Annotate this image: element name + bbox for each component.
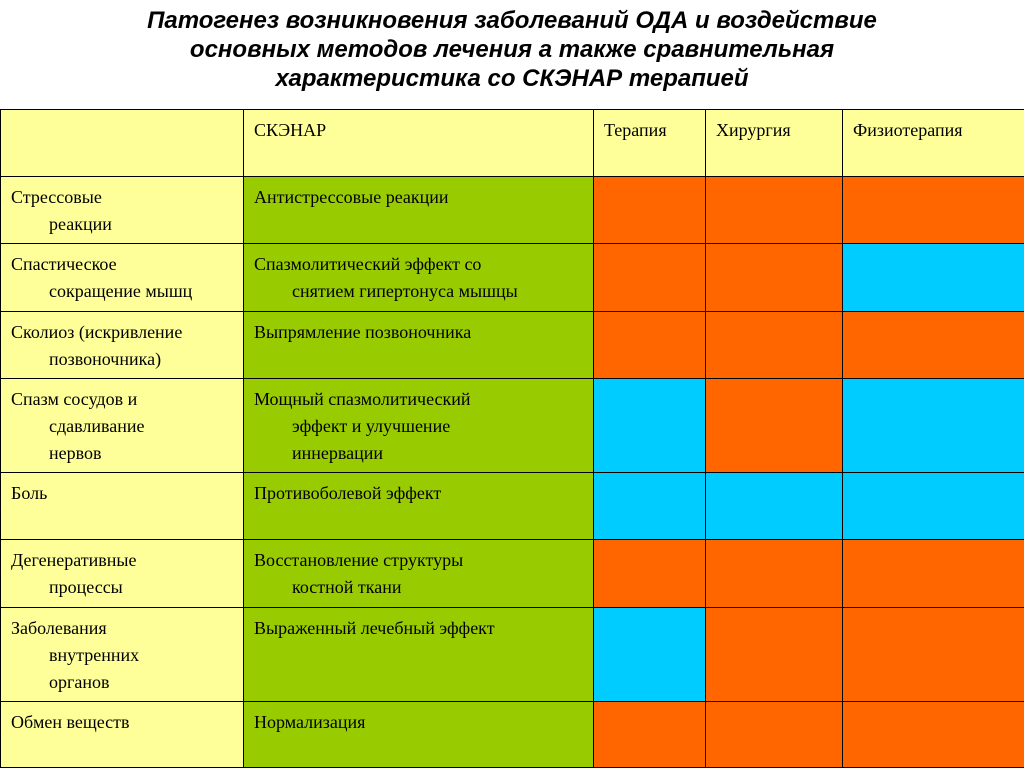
title-line-2: основных методов лечения а также сравнительная: [189, 36, 835, 63]
surgery-status-cell: [706, 540, 843, 607]
skenar-effect-line: Выпрямление позвоночника: [254, 321, 472, 342]
skenar-effect-cell: [244, 473, 594, 540]
skenar-effect-cell: [244, 177, 594, 244]
pathology-cell: [1, 607, 244, 701]
table-row: [1, 177, 1024, 244]
table-row: [1, 244, 1024, 311]
pathology-label-line: Заболевания: [11, 617, 107, 638]
skenar-effect-line: снятием гипертонуса мышцы: [292, 281, 518, 302]
skenar-effect-cell: [244, 311, 594, 378]
skenar-effect-cell: [244, 244, 594, 311]
pathology-cell: [1, 311, 244, 378]
pathology-label-line: Стрессовые: [11, 187, 102, 208]
title-line-3: характеристика со СКЭНАР терапией: [275, 65, 749, 92]
table-row: [1, 540, 1024, 607]
header-therapy: Терапия: [594, 110, 706, 177]
physiotherapy-status-cell: [843, 701, 1024, 767]
surgery-status-cell: [706, 177, 843, 244]
skenar-effect-line: костной ткани: [292, 577, 402, 598]
pathology-label-line: органов: [49, 671, 110, 692]
pathology-label-line: процессы: [49, 577, 123, 598]
skenar-effect-line: Антистрессовые реакции: [254, 187, 449, 208]
pathology-label-line: внутренних: [49, 644, 140, 665]
surgery-status-cell: [706, 473, 843, 540]
pathology-label-line: Спазм сосудов и: [11, 388, 138, 409]
surgery-status-cell: [706, 311, 843, 378]
skenar-effect-cell: [244, 701, 594, 767]
surgery-status-cell: [706, 701, 843, 767]
surgery-status-cell: [706, 244, 843, 311]
skenar-effect-line: Выраженный лечебный эффект: [254, 617, 495, 638]
therapy-status-cell: [594, 701, 706, 767]
pathology-label-line: Боль: [11, 483, 48, 504]
therapy-status-cell: [594, 540, 706, 607]
surgery-status-cell: [706, 607, 843, 701]
skenar-effect-line: Противоболевой эффект: [254, 483, 442, 504]
table-row: [1, 473, 1024, 540]
skenar-effect-line: иннервации: [292, 442, 384, 463]
therapy-status-cell: [594, 244, 706, 311]
physiotherapy-status-cell: [843, 311, 1024, 378]
pathology-cell: [1, 244, 244, 311]
skenar-effect-cell: [244, 607, 594, 701]
skenar-effect-cell: [244, 378, 594, 472]
skenar-effect-line: Восстановление структуры: [254, 550, 464, 571]
skenar-effect-line: эффект и улучшение: [292, 415, 451, 436]
pathology-label-line: позвоночника): [49, 348, 162, 369]
therapy-status-cell: [594, 473, 706, 540]
surgery-status-cell: [706, 378, 843, 472]
skenar-effect-line: Нормализация: [254, 711, 366, 732]
physiotherapy-status-cell: [843, 540, 1024, 607]
table-row: [1, 607, 1024, 701]
skenar-effect-cell: [244, 540, 594, 607]
pathology-cell: [1, 701, 244, 767]
slide-title: [0, 6, 1024, 93]
pathology-cell: [1, 540, 244, 607]
table-row: [1, 378, 1024, 472]
skenar-effect-line: Мощный спазмолитический: [254, 388, 471, 409]
pathology-cell: [1, 378, 244, 472]
physiotherapy-status-cell: [843, 244, 1024, 311]
physiotherapy-status-cell: [843, 473, 1024, 540]
physiotherapy-status-cell: [843, 378, 1024, 472]
pathology-cell: [1, 473, 244, 540]
pathology-label-line: сдавливание: [49, 415, 145, 436]
header-blank: [1, 110, 244, 177]
physiotherapy-status-cell: [843, 607, 1024, 701]
table-row: [1, 701, 1024, 767]
header-surgery: Хирургия: [706, 110, 843, 177]
pathology-label-line: Обмен веществ: [11, 711, 130, 732]
therapy-status-cell: [594, 607, 706, 701]
header-skenar: СКЭНАР: [244, 110, 594, 177]
header-row: [1, 110, 1024, 177]
pathology-label-line: сокращение мышц: [49, 281, 193, 302]
title-line-1: Патогенез возникновения заболеваний ОДА и воздействие: [147, 7, 877, 34]
therapy-status-cell: [594, 177, 706, 244]
header-physiotherapy: Физиотерапия: [843, 110, 1024, 177]
therapy-status-cell: [594, 311, 706, 378]
pathology-cell: [1, 177, 244, 244]
skenar-effect-line: Спазмолитический эффект со: [254, 254, 482, 275]
comparison-table: [0, 109, 1024, 768]
pathology-label-line: Сколиоз (искривление: [11, 321, 183, 342]
physiotherapy-status-cell: [843, 177, 1024, 244]
pathology-label-line: нервов: [49, 442, 102, 463]
table-row: [1, 311, 1024, 378]
pathology-label-line: Дегенеративные: [11, 550, 137, 571]
pathology-label-line: реакции: [49, 214, 112, 235]
therapy-status-cell: [594, 378, 706, 472]
pathology-label-line: Спастическое: [11, 254, 117, 275]
